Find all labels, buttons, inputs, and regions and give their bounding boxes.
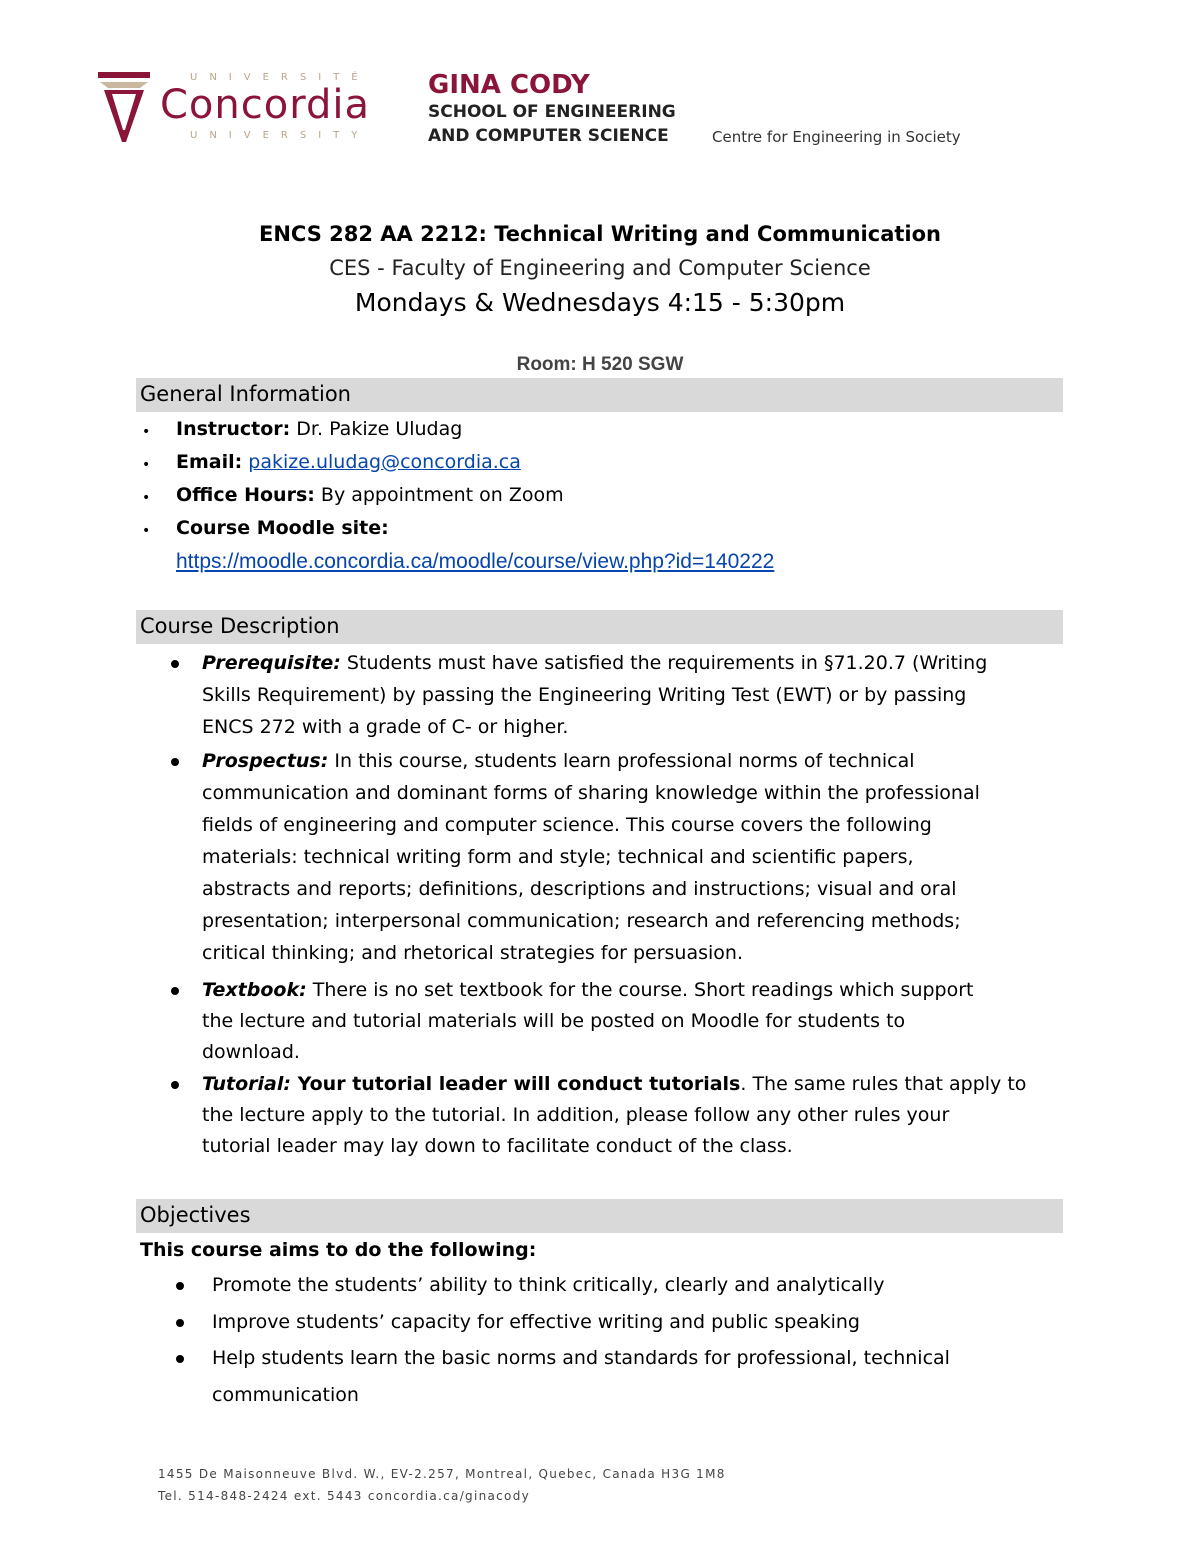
- section-course-description: [136, 610, 1063, 644]
- tutorial-line-1: Tutorial: Your tutorial leader will conduct tutorials. The same rules that apply to: [202, 1073, 1027, 1095]
- tutorial-line-2: the lecture apply to the tutorial. In addition, please follow any other rules your: [202, 1104, 950, 1126]
- course-title: ENCS 282 AA 2212: Technical Writing and Communication: [258, 222, 941, 246]
- school-line-2: AND COMPUTER SCIENCE: [428, 126, 669, 146]
- section-general-information: [136, 378, 1063, 412]
- moodle-label: Course Moodle site:: [176, 517, 389, 539]
- bullet-icon: •: [142, 457, 151, 473]
- bullet-icon: •: [142, 523, 151, 539]
- instructor-value: Dr. Pakize Uludag: [290, 418, 463, 440]
- section-heading: Course Description: [140, 614, 340, 638]
- section-objectives: [136, 1199, 1063, 1233]
- tutorial-label: Tutorial:: [202, 1073, 291, 1095]
- moodle-link[interactable]: https://moodle.concordia.ca/moodle/course/view.php?id=140222: [176, 550, 775, 573]
- textbook-label: Textbook:: [202, 979, 307, 1001]
- objective-item-1: Promote the students’ ability to think critically, clearly and analytically: [212, 1274, 885, 1296]
- office-hours-label: Office Hours:: [176, 484, 315, 506]
- prospectus-line-3: fields of engineering and computer science. This course covers the following: [202, 814, 932, 836]
- bullet-icon: [171, 758, 179, 766]
- bullet-icon: [176, 1282, 184, 1290]
- instructor-line: [176, 418, 462, 440]
- office-hours-value: By appointment on Zoom: [314, 484, 564, 506]
- prereq-label: Prerequisite:: [202, 652, 341, 674]
- university-bottom-word: UNIVERSITY: [190, 130, 370, 141]
- textbook-line-3: download.: [202, 1041, 300, 1063]
- prospectus-line-1: Prospectus: In this course, students learn professional norms of technical: [202, 750, 915, 772]
- prospectus-line-7: critical thinking; and rhetorical strategies for persuasion.: [202, 942, 743, 964]
- office-hours-line: [176, 484, 564, 506]
- objective-item-2: Improve students’ capacity for effective writing and public speaking: [212, 1311, 860, 1333]
- bullet-icon: [176, 1319, 184, 1327]
- prereq-line-1: Prerequisite: Students must have satisfied the requirements in §71.20.7 (Writing: [202, 652, 988, 674]
- university-top-word: UNIVERSITÉ: [190, 72, 370, 83]
- objective-item-3: Help students learn the basic norms and standards for professional, technical: [212, 1347, 950, 1369]
- prospectus-line-2: communication and dominant forms of sharing knowledge within the professional: [202, 782, 980, 804]
- bullet-icon: •: [142, 424, 151, 440]
- prereq-line-2: Skills Requirement) by passing the Engineering Writing Test (EWT) or by passing: [202, 684, 967, 706]
- email-line: [176, 451, 521, 473]
- prereq-line-3: ENCS 272 with a grade of C- or higher.: [202, 716, 569, 738]
- bullet-icon: •: [142, 490, 151, 506]
- tutorial-line-3: tutorial leader may lay down to facilitate conduct of the class.: [202, 1135, 793, 1157]
- concordia-wordmark: Concordia: [160, 82, 370, 128]
- email-label: Email:: [176, 451, 243, 473]
- bullet-icon: [171, 660, 179, 668]
- bullet-icon: [176, 1355, 184, 1363]
- email-link[interactable]: pakize.uludag@concordia.ca: [248, 451, 521, 473]
- moodle-line: [176, 517, 389, 539]
- room-info: Room: H 520 SGW: [516, 354, 684, 375]
- school-name: GINA CODY: [428, 70, 590, 100]
- bullet-icon: [171, 987, 179, 995]
- instructor-label: Instructor:: [176, 418, 291, 440]
- objectives-intro: This course aims to do the following:: [140, 1239, 537, 1261]
- concordia-logo-icon: [96, 68, 152, 148]
- footer-address: 1455 De Maisonneuve Blvd. W., EV-2.257, Montreal, Quebec, Canada H3G 1M8: [158, 1467, 726, 1481]
- prospectus-line-5: abstracts and reports; definitions, descriptions and instructions; visual and oral: [202, 878, 957, 900]
- prospectus-line-4: materials: technical writing form and style; technical and scientific papers,: [202, 846, 914, 868]
- textbook-line-1: Textbook: There is no set textbook for the course. Short readings which support: [202, 979, 974, 1001]
- school-line-1: SCHOOL OF ENGINEERING: [428, 102, 676, 122]
- textbook-line-2: the lecture and tutorial materials will be posted on Moodle for students to: [202, 1010, 906, 1032]
- class-schedule: Mondays & Wednesdays 4:15 - 5:30pm: [354, 288, 846, 317]
- centre-name: Centre for Engineering in Society: [712, 128, 961, 146]
- objective-item-3-continued: communication: [212, 1384, 359, 1406]
- bullet-icon: [171, 1081, 179, 1089]
- prospectus-label: Prospectus:: [202, 750, 329, 772]
- faculty-name: CES - Faculty of Engineering and Computer Science: [329, 256, 871, 280]
- section-heading: General Information: [140, 382, 351, 406]
- section-heading: Objectives: [140, 1203, 251, 1227]
- prospectus-line-6: presentation; interpersonal communication; research and referencing methods;: [202, 910, 961, 932]
- footer-contact: Tel. 514-848-2424 ext. 5443 concordia.ca/ginacody: [158, 1489, 531, 1503]
